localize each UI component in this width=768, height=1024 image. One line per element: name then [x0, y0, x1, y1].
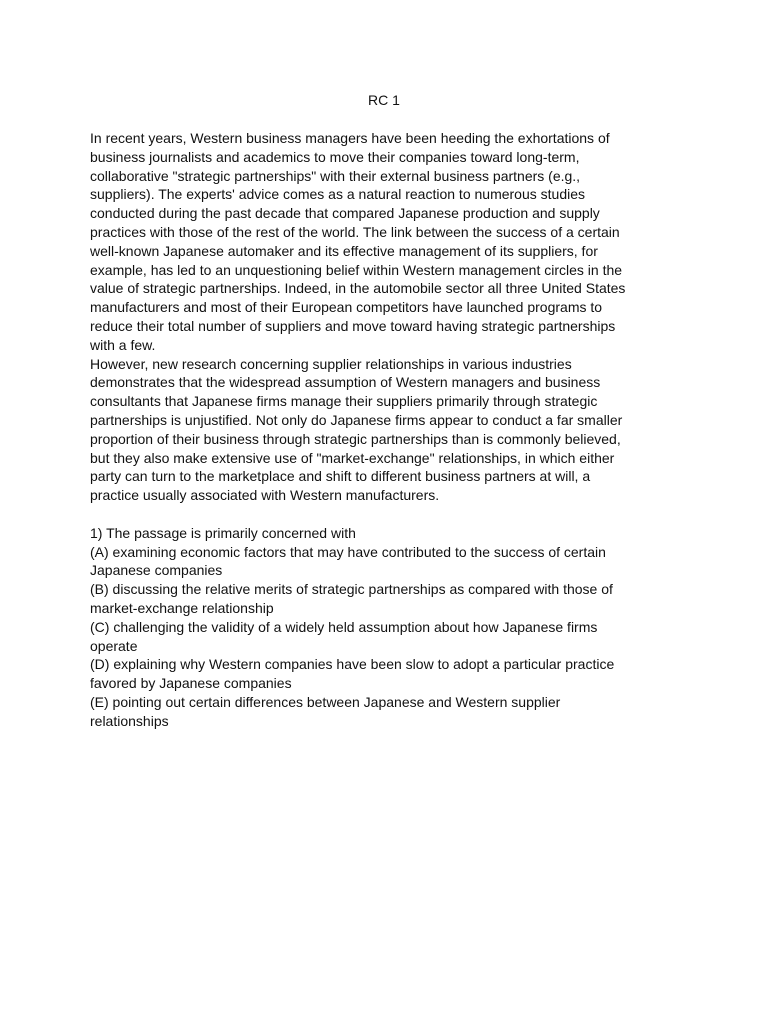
question-block — [90, 524, 630, 731]
question-stem: 1) The passage is primarily concerned with — [90, 524, 356, 541]
document-body — [90, 129, 630, 731]
answer-option-b: (B) discussing the relative merits of strategic partnerships as compared with those of market-exchange relationship — [90, 581, 613, 616]
answer-option-c: (C) challenging the validity of a widely held assumption about how Japanese firms operate — [90, 618, 598, 654]
passage-paragraph-1: In recent years, Western business managers have been heeding the exhortations of business journalists and academics to move their companies toward long-term, collaborative "strategic partnerships" with their external business partners (e.g., suppliers). The experts' advice comes as a natural reaction to numerous studies conducted during the past decade that compared Japanese production and supply practices with those of the rest of the world. The link between the success of a certain well-known Japanese automaker and its effective management of its suppliers, for example, has led to an unquestioning belief within Western management circles in the value of strategic partnerships. Indeed, in the automobile sector all three United States manufacturers and most of their European competitors have launched programs to reduce their total number of suppliers and move toward having strategic partnerships with a few. — [90, 130, 626, 353]
page-title: RC 1 — [368, 92, 400, 108]
answer-option-d: (D) explaining why Western companies have been slow to adopt a particular practice favored by Japanese companies — [90, 656, 615, 692]
answer-option-a: (A) examining economic factors that may have contributed to the success of certain Japanese companies — [90, 543, 606, 579]
answer-option-e: (E) pointing out certain differences between Japanese and Western supplier relationships — [90, 693, 561, 729]
passage-paragraph-2: However, new research concerning supplier relationships in various industries demonstrates that the widespread assumption of Western managers and business consultants that Japanese firms manage their suppliers primarily through strategic partnerships is unjustified. Not only do Japanese firms appear to conduct a far smaller proportion of their business through strategic partnerships than is commonly believed, but they also make extensive use of "market-exchange" relationships, in which either party can turn to the marketplace and shift to different business partners at will, a practice usually associated with Western manufacturers. — [90, 355, 623, 504]
